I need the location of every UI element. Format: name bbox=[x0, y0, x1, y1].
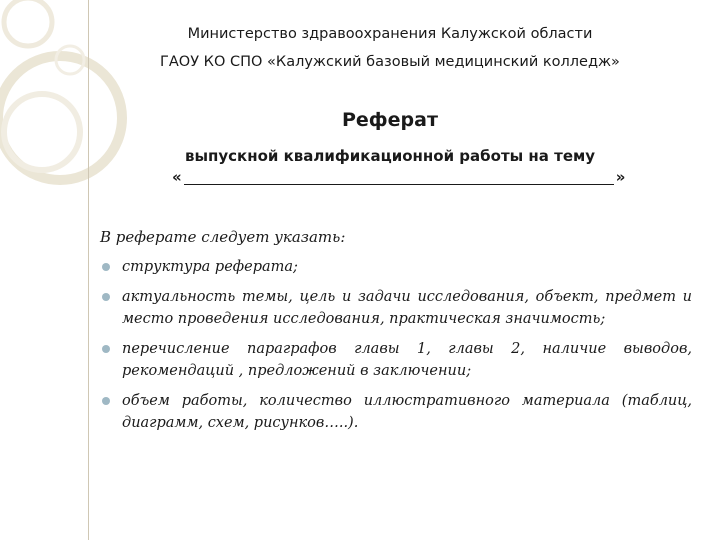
list-item bbox=[100, 256, 692, 278]
list-item-text: актуальность темы, цель и задачи исследования, объект, предмет и место проведения исследования, практическая значимость; bbox=[122, 289, 692, 327]
left-divider-line bbox=[88, 0, 89, 540]
bullet-icon bbox=[102, 263, 110, 271]
list-item bbox=[100, 338, 692, 382]
bullet-icon bbox=[102, 345, 110, 353]
list-item-text: перечисление параграфов главы 1, главы 2, наличие выводов, рекомендаций , предложений в заключении; bbox=[122, 341, 692, 379]
open-quote: « bbox=[172, 168, 182, 186]
lead-text: В реферате следует указать: bbox=[100, 228, 346, 246]
requirements-list bbox=[100, 256, 692, 442]
bullet-icon bbox=[102, 397, 110, 405]
topic-placeholder bbox=[172, 168, 632, 186]
ministry-header: Министерство здравоохранения Калужской области bbox=[187, 26, 593, 42]
page-subtitle: выпускной квалификационной работы на тему bbox=[184, 147, 596, 165]
topic-blank-line bbox=[184, 183, 614, 185]
college-header: ГАОУ КО СПО «Калужский базовый медицинский колледж» bbox=[160, 54, 620, 70]
list-item-text: структура реферата; bbox=[122, 259, 298, 275]
deco-circle-small bbox=[4, 0, 52, 46]
deco-circle-mid bbox=[4, 94, 80, 170]
close-quote: » bbox=[615, 168, 626, 186]
list-item-text: объем работы, количество иллюстративного материала (таблиц, диаграмм, схем, рисунков…..). bbox=[122, 393, 692, 431]
page-title: Реферат bbox=[342, 109, 438, 131]
list-item bbox=[100, 390, 692, 434]
list-item bbox=[100, 286, 692, 330]
bullet-icon bbox=[102, 293, 110, 301]
